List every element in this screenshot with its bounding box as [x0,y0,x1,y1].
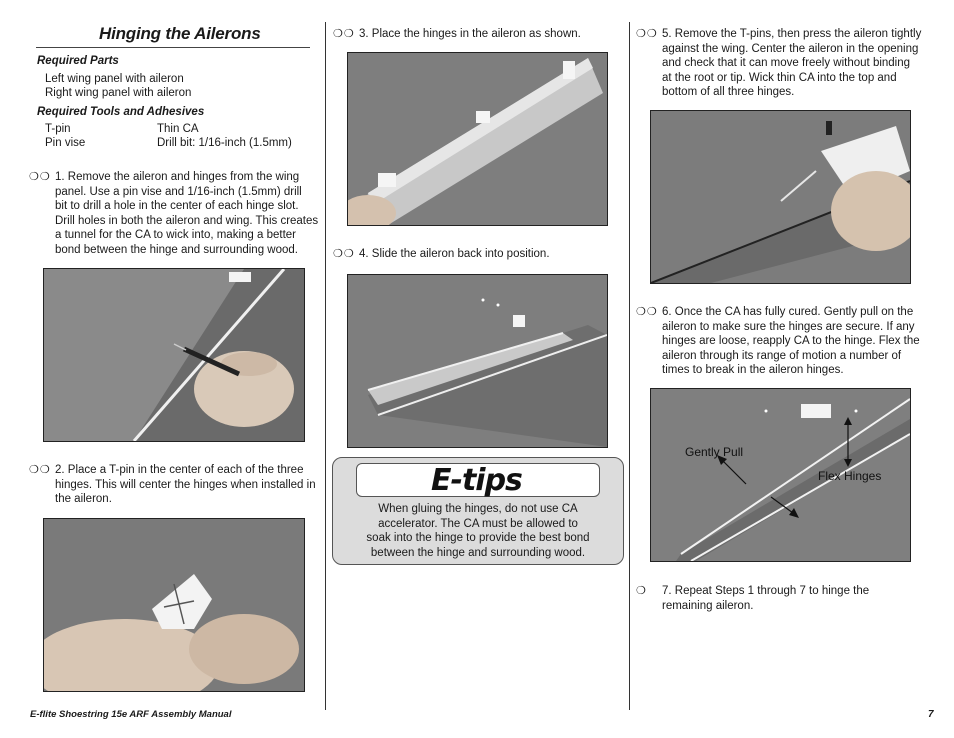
step-text-line: a tunnel for the CA to wick into, making a better [55,229,296,241]
step-text-line: bottom of all three hinges. [662,86,795,98]
step-text-line: 4. Slide the aileron back into position. [359,248,550,260]
photo-step-1 [43,268,305,442]
step-text-line: 3. Place the hinges in the aileron as shown. [359,28,581,40]
etips-logo: E-tips [431,463,522,498]
step-checkbox[interactable]: ❍❍ [333,248,355,260]
photo-step-2 [43,518,305,692]
step-text-line: 1. Remove the aileron and hinges from the wing [55,171,300,183]
photo-step-5 [650,110,911,284]
photo-label-flex-hinges: Flex Hinges [818,469,882,483]
etips-text [333,502,623,560]
tool-item: Drill bit: 1/16-inch (1.5mm) [157,137,292,149]
etips-callout [332,457,624,565]
step-text-line: and check that it can move freely without binding [662,57,911,69]
required-part-item: Right wing panel with aileron [45,87,192,99]
step-text-line: 2. Place a T-pin in the center of each of the three [55,464,304,476]
step-5 [636,27,936,102]
step-3 [333,27,623,43]
footer-manual-title: E-flite Shoestring 15e ARF Assembly Manual [30,709,232,720]
step-text-line: panel. Use a pin vise and 1/16-inch (1.5mm) drill [55,185,302,198]
required-tools-heading: Required Tools and Adhesives [37,106,205,118]
step-text-line: aileron to make sure the hinges are secure. If any [662,320,915,333]
page-title: Hinging the Ailerons [99,24,261,43]
step-1 [29,170,324,260]
step-text-line: aileron through its range of motion a number of [662,349,902,362]
step-4 [333,247,623,263]
step-text-line: bond between the hinge and surrounding wood. [55,243,298,256]
footer-page-number: 7 [928,709,934,720]
step-checkbox[interactable]: ❍ [636,585,647,597]
etips-text-line: accelerator. The CA must be allowed to [378,517,578,530]
tool-item: Pin vise [45,137,86,149]
step-checkbox[interactable]: ❍❍ [636,306,658,318]
step-checkbox[interactable]: ❍❍ [636,28,658,40]
etips-text-line: soak into the hinge to provide the best bond [366,532,590,544]
step-text-line: 6. Once the CA has fully cured. Gently pull on the [662,306,914,318]
step-checkbox[interactable]: ❍❍ [333,28,355,40]
etips-text-line: When gluing the hinges, do not use CA [378,503,578,515]
step-text-line: 7. Repeat Steps 1 through 7 to hinge the [662,585,870,597]
column-divider-1 [325,22,326,710]
tool-item: Thin CA [157,123,199,135]
step-text-line: times to break in the aileron hinges. [662,364,844,376]
tool-item: T-pin [45,123,71,135]
photo-label-gently-pull: Gently Pull [685,445,744,459]
photo-step-4 [347,274,608,448]
step-text-line: Drill holes in both the aileron and wing. This creates [55,214,319,227]
step-text-line: hinges are loose, reapply CA to the hinge. Flex the [662,335,920,347]
step-text-line: 5. Remove the T-pins, then press the aileron tightly [662,28,922,40]
etips-logo-frame [356,463,600,497]
step-text-line: hinges. This will center the hinges when installed in [55,478,316,491]
step-7 [636,584,936,616]
step-text-line: at the root or tip. Wick thin CA into the top and [662,71,897,84]
step-checkbox[interactable]: ❍❍ [29,171,51,183]
step-text-line: bit to drill a hole in the center of each hinge slot. [55,200,299,212]
step-2 [29,463,324,508]
required-parts-heading: Required Parts [37,55,119,67]
required-part-item: Left wing panel with aileron [45,73,184,85]
photo-step-6 [650,388,911,562]
step-6 [636,305,936,380]
photo-step-3 [347,52,608,226]
column-divider-2 [629,22,630,710]
step-checkbox[interactable]: ❍❍ [29,464,51,476]
step-text-line: against the wing. Center the aileron in the opening [662,42,919,55]
etips-text-line: between the hinge and surrounding wood. [370,546,586,559]
title-underline [36,47,310,48]
step-text-line: the aileron. [55,493,112,505]
step-text-line: remaining aileron. [662,599,754,612]
